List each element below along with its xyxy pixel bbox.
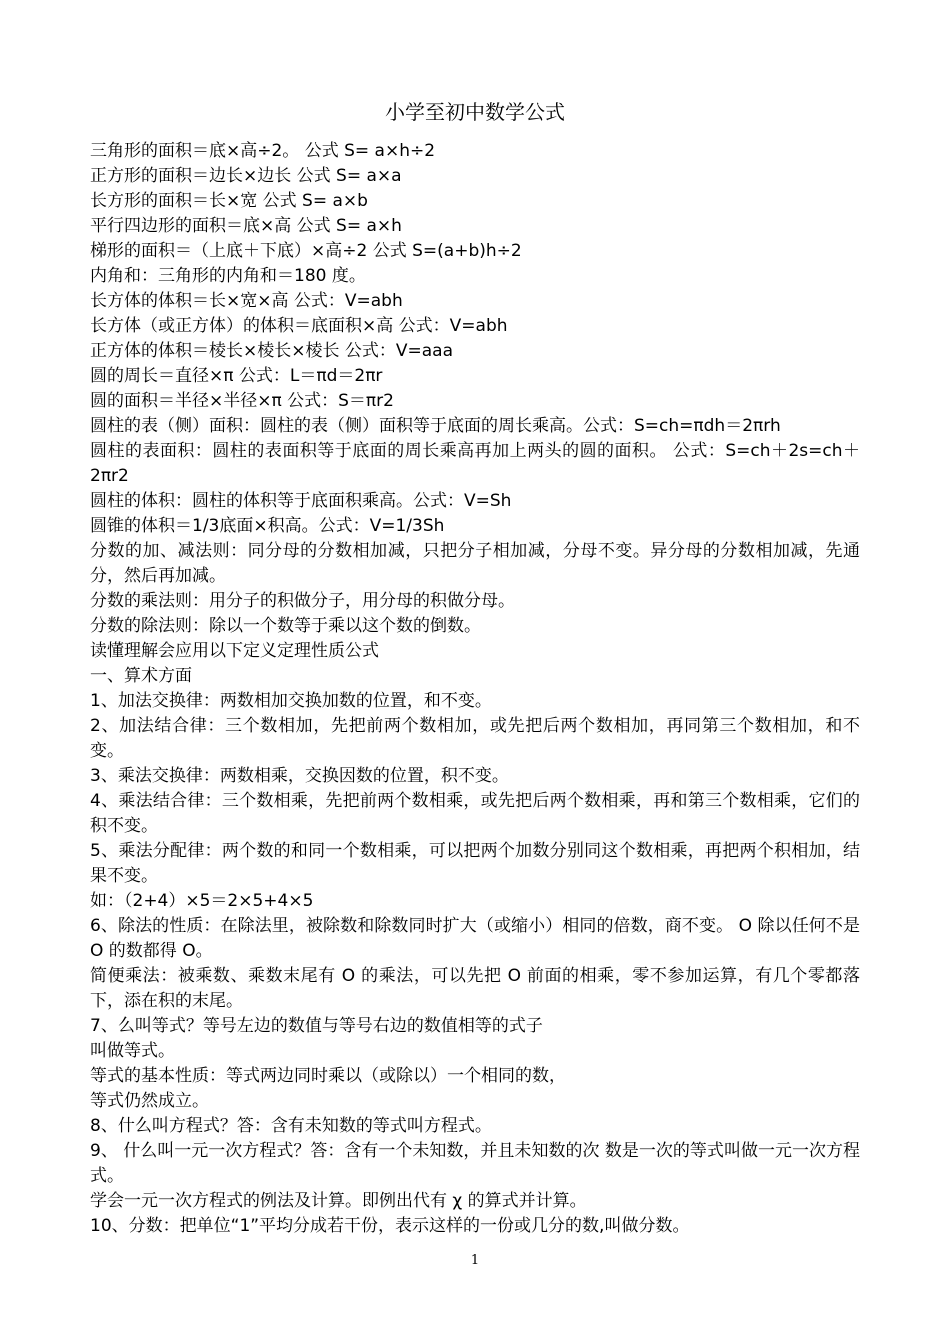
formula-line: 圆的面积＝半径×半径×π 公式：S＝πr2: [90, 391, 394, 411]
rule-line: 7、么叫等式？等号左边的数值与等号右边的数值相等的式子: [90, 1016, 543, 1036]
formula-line: 长方形的面积＝长×宽 公式 S= a×b: [90, 191, 368, 211]
formula-line: 正方形的面积＝边长×边长 公式 S= a×a: [90, 166, 402, 186]
rule-paragraph: 6、除法的性质：在除法里，被除数和除数同时扩大（或缩小）相同的倍数，商不变。 O 除以任何不是 O 的数都得 O。: [90, 916, 860, 961]
formula-line: 圆的周长＝直径×π 公式：L＝πd＝2πr: [90, 366, 383, 386]
formula-line: 长方体（或正方体）的体积＝底面积×高 公式：V=abh: [90, 316, 508, 336]
rule-paragraph: 9、 什么叫一元一次方程式？答：含有一个未知数，并且未知数的次 数是一次的等式叫做一元一次方程式。: [90, 1141, 860, 1186]
formula-line: 平行四边形的面积＝底×高 公式 S= a×h: [90, 216, 402, 236]
rule-line: 1、加法交换律：两数相加交换加数的位置，和不变。: [90, 691, 492, 711]
rule-line: 10、分数：把单位“1”平均分成若干份，表示这样的一份或几分的数,叫做分数。: [90, 1216, 690, 1236]
rule-paragraph: 5、乘法分配律：两个数的和同一个数相乘，可以把两个加数分别同这个数相乘，再把两个积相加，结果不变。: [90, 841, 860, 886]
formula-line: 内角和：三角形的内角和＝180 度。: [90, 266, 366, 286]
fraction-add-paragraph: 分数的加、减法则：同分母的分数相加减，只把分子相加减，分母不变。异分母的分数相加减，先通分，然后再加减。: [90, 541, 860, 586]
rule-line: 叫做等式。: [90, 1041, 175, 1061]
document-title: 小学至初中数学公式: [385, 100, 565, 124]
page-number: 1: [470, 1253, 480, 1268]
fraction-mul-line: 分数的乘法则：用分子的积做分子，用分母的积做分母。: [90, 591, 515, 611]
intro-line: 读懂理解会应用以下定义定理性质公式: [90, 641, 379, 661]
rule-line: 8、什么叫方程式？答：含有未知数的等式叫方程式。: [90, 1116, 492, 1136]
example-line: 如：（2+4）×5＝2×5+4×5: [90, 891, 314, 911]
formula-line: 长方体的体积＝长×宽×高 公式：V=abh: [90, 291, 403, 311]
section-heading: 一、算术方面: [90, 666, 192, 686]
cylinder-surface-paragraph: 圆柱的表面积：圆柱的表面积等于底面的周长乘高再加上两头的圆的面积。 公式：S=ch＋2s=ch＋2πr2: [90, 441, 860, 486]
equation-property-line: 等式仍然成立。: [90, 1091, 209, 1111]
rule-paragraph: 2、加法结合律：三个数相加，先把前两个数相加，或先把后两个数相加，再同第三个数相加，和不变。: [90, 716, 860, 761]
formula-line: 圆柱的表（侧）面积：圆柱的表（侧）面积等于底面的周长乘高。公式：S=ch=πdh＝2πrh: [90, 416, 781, 436]
rule-paragraph: 4、乘法结合律：三个数相乘，先把前两个数相乘，或先把后两个数相乘，再和第三个数相乘，它们的积不变。: [90, 791, 860, 836]
rule-line: 3、乘法交换律：两数相乘，交换因数的位置，积不变。: [90, 766, 509, 786]
formula-line: 三角形的面积＝底×高÷2。 公式 S= a×h÷2: [90, 141, 436, 161]
learn-line: 学会一元一次方程式的例法及计算。即例出代有 χ 的算式并计算。: [90, 1191, 587, 1211]
document-body: [90, 139, 860, 1239]
formula-line: 梯形的面积＝（上底＋下底）×高÷2 公式 S=(a+b)h÷2: [90, 241, 522, 261]
simple-multiplication-paragraph: 简便乘法：被乘数、乘数末尾有 O 的乘法，可以先把 O 前面的相乘，零不参加运算，有几个零都落下，添在积的末尾。: [90, 966, 860, 1011]
equation-property-line: 等式的基本性质：等式两边同时乘以（或除以）一个相同的数，: [90, 1066, 566, 1086]
cylinder-volume-line: 圆柱的体积：圆柱的体积等于底面积乘高。公式：V=Sh: [90, 491, 512, 511]
fraction-div-line: 分数的除法则：除以一个数等于乘以这个数的倒数。: [90, 616, 481, 636]
cone-volume-line: 圆锥的体积＝1/3底面×积高。公式：V=1/3Sh: [90, 516, 445, 536]
formula-line: 正方体的体积＝棱长×棱长×棱长 公式：V=aaa: [90, 341, 454, 361]
